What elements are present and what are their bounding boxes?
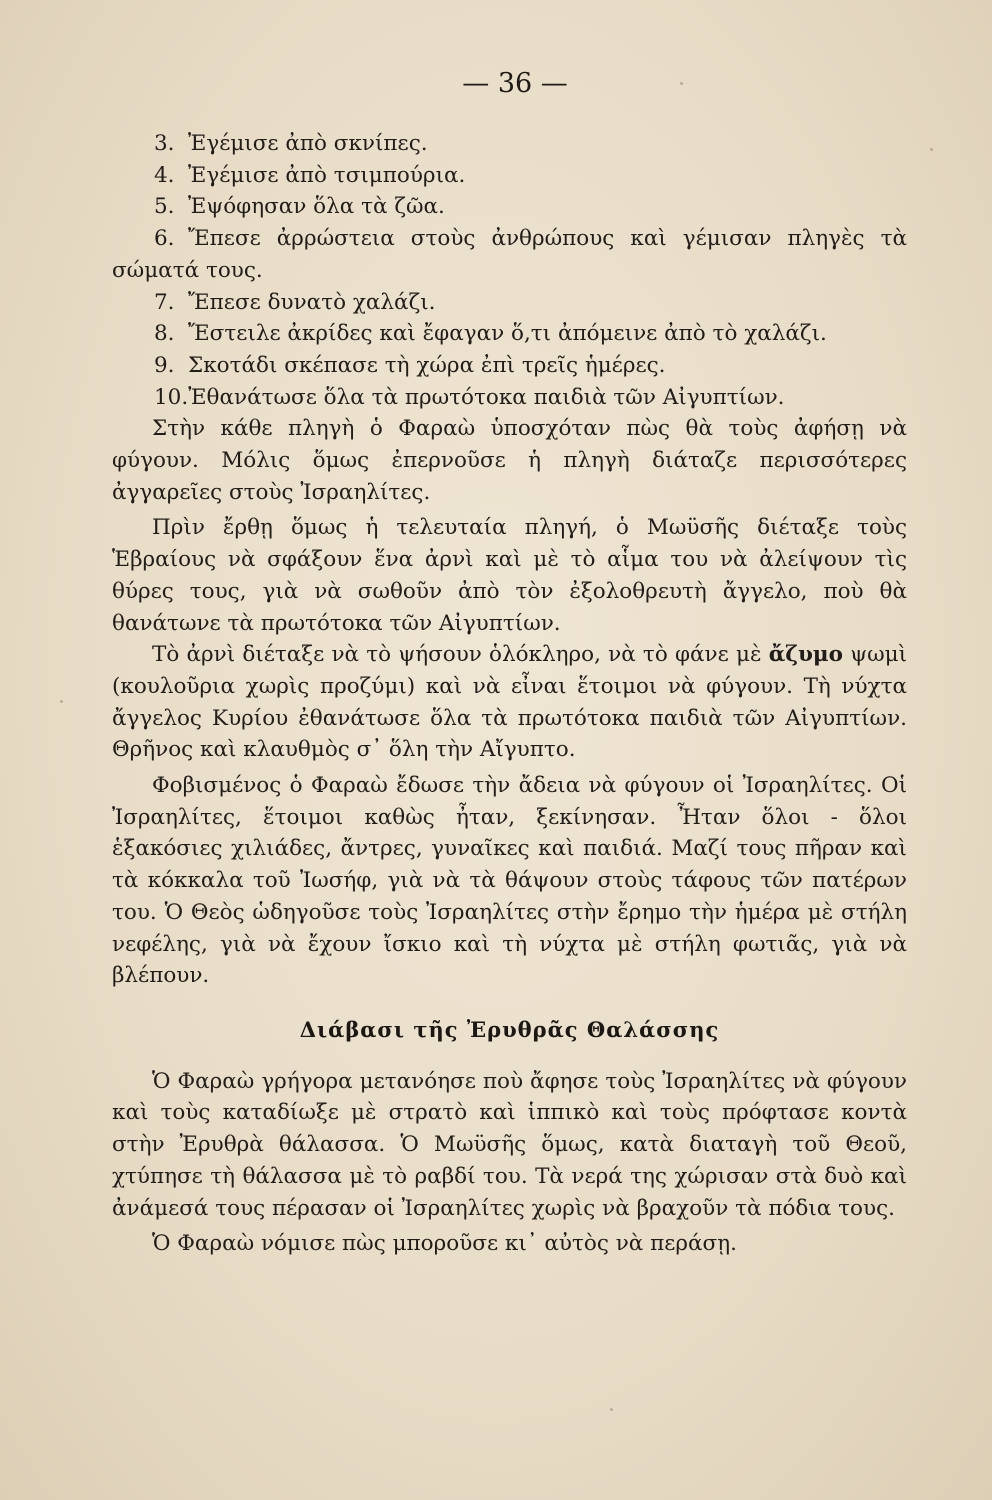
list-number: 9. (154, 352, 175, 378)
paper-speck (60, 700, 63, 703)
list-item (112, 223, 907, 286)
list-text: Ἔστειλε ἀκρίδες καὶ ἔφαγαν ὅ,τι ἀπόμεινε ἀπὸ τὸ χαλάζι. (188, 321, 827, 347)
list-text: Σκοτάδι σκέπασε τὴ χώρα ἐπὶ τρεῖς ἡμέρες. (188, 352, 666, 378)
list-item (112, 191, 907, 223)
emphasized-word: ἄζυμο (768, 642, 843, 668)
paragraph-text: ψωμὶ (κουλοῦρια χωρὶς προζύμι) καὶ νὰ εἶναι ἕτοιμοι νὰ φύγουν. Τὴ νύχτα ἄγγελος Κυρίου ἐθανάτωσε ὅλα τὰ πρωτότοκα παιδιὰ τῶν Αἰγυπτίων. Θρῆνος καὶ κλαυθμὸς σ᾿ ὅλη τὴν Αἴγυπτο. (112, 642, 907, 763)
paragraph-pharaoh-attempt: Ὁ Φαραὼ νόμισε πὼς μποροῦσε κι᾿ αὐτὸς νὰ περάσῃ. (152, 1231, 737, 1257)
list-item (112, 382, 907, 414)
list-number: 4. (154, 162, 175, 188)
list-item (112, 318, 907, 350)
list-item (112, 160, 907, 192)
list-number: 8. (154, 321, 175, 347)
paragraph-text: Τὸ ἀρνὶ διέταξε νὰ τὸ ψήσουν ὁλόκληρο, νὰ τὸ φάνε μὲ (152, 642, 762, 668)
list-item (112, 350, 907, 382)
list-number: 6. (154, 226, 175, 252)
paper-speck (610, 1408, 613, 1411)
paragraph-passover-blood: Πρὶν ἔρθῃ ὅμως ἡ τελευταία πληγή, ὁ Μωϋσῆς διέταξε τοὺς Ἑβραίους νὰ σφάξουν ἕνα ἀρνὶ καὶ μὲ τὸ αἷμα του νὰ ἀλείψουν τὶς θύρες τους, γιὰ νὰ σωθοῦν ἀπὸ τὸν ἐξολοθρευτὴ ἄγγελο, ποὺ θὰ θανάτωνε τὰ πρωτότοκα τῶν Αἰγυπτίων. (112, 515, 907, 636)
list-text: Ἐγέμισε ἀπὸ τσιμπούρια. (188, 162, 466, 188)
list-number: 7. (154, 289, 175, 315)
paragraph-plagues-promise: Στὴν κάθε πληγὴ ὁ Φαραὼ ὑποσχόταν πὼς θὰ τοὺς ἀφήσῃ νὰ φύγουν. Μόλις ὅμως ἐπερνοῦσε ἡ πληγὴ διάταζε περισσότερες ἀγγαρεῖες στοὺς Ἰσραηλίτες. (112, 416, 907, 505)
paragraph-lamb-instructions (112, 639, 907, 766)
section-heading: Διάβασι τῆς Ἐρυθρᾶς Θαλάσσης (299, 1016, 720, 1042)
page-number: — 36 — (462, 68, 568, 99)
paragraph-red-sea: Ὁ Φαραὼ γρήγορα μετανόησε ποὺ ἄφησε τοὺς Ἰσραηλίτες νὰ φύγουν καὶ τοὺς καταδίωξε μὲ στρατὸ καὶ ἱππικὸ καὶ τοὺς πρόφτασε κοντὰ στὴν Ἐρυθρὰ θάλασσα. Ὁ Μωϋσῆς ὅμως, κατὰ διαταγὴ τοῦ Θεοῦ, χτύπησε τὴ θάλασσα μὲ τὸ ραβδί του. Τὰ νερά της χώρισαν στὰ δυὸ καὶ ἀνάμεσά τους πέρασαν οἱ Ἰσραηλίτες χωρὶς νὰ βραχοῦν τὰ πόδια τους. (112, 1068, 907, 1221)
list-text: Ἔπεσε ἀρρώστεια στοὺς ἀνθρώπους καὶ γέμισαν πληγὲς τὰ σώματά τους. (112, 226, 907, 283)
paper-speck (680, 82, 683, 85)
list-item (112, 128, 907, 160)
page-body (112, 128, 907, 1260)
paragraph-exodus: Φοβισμένος ὁ Φαραὼ ἔδωσε τὴν ἄδεια νὰ φύγουν οἱ Ἰσραηλίτες. Οἱ Ἰσραηλίτες, ἕτοιμοι καθὼς ἦταν, ξεκίνησαν. Ἦταν ὅλοι - ὅλοι ἑξακόσιες χιλιάδες, ἄντρες, γυναῖκες καὶ παιδιά. Μαζί τους πῆραν καὶ τὰ κόκκαλα τοῦ Ἰωσήφ, γιὰ νὰ τὰ θάψουν στοὺς τάφους τῶν πατέρων του. Ὁ Θεὸς ὡδηγοῦσε τοὺς Ἰσραηλίτες στὴν ἔρημο τὴν ἡμέρα μὲ στήλη νεφέλης, γιὰ νὰ ἔχουν ἴσκιο καὶ τὴ νύχτα μὲ στήλη φωτιᾶς, γιὰ νὰ βλέπουν. (112, 773, 907, 989)
list-number: 10. (154, 384, 189, 410)
list-text: Ἐγέμισε ἀπὸ σκνίπες. (188, 131, 428, 156)
list-text: Ἔπεσε δυνατὸ χαλάζι. (188, 289, 436, 315)
paper-speck (930, 148, 933, 151)
list-text: Ἐθανάτωσε ὅλα τὰ πρωτότοκα παιδιὰ τῶν Αἰγυπτίων. (188, 384, 785, 410)
list-number: 5. (154, 194, 175, 220)
list-number: 3. (154, 131, 175, 156)
list-text: Ἐψόφησαν ὅλα τὰ ζῶα. (188, 194, 445, 220)
list-item (112, 287, 907, 319)
